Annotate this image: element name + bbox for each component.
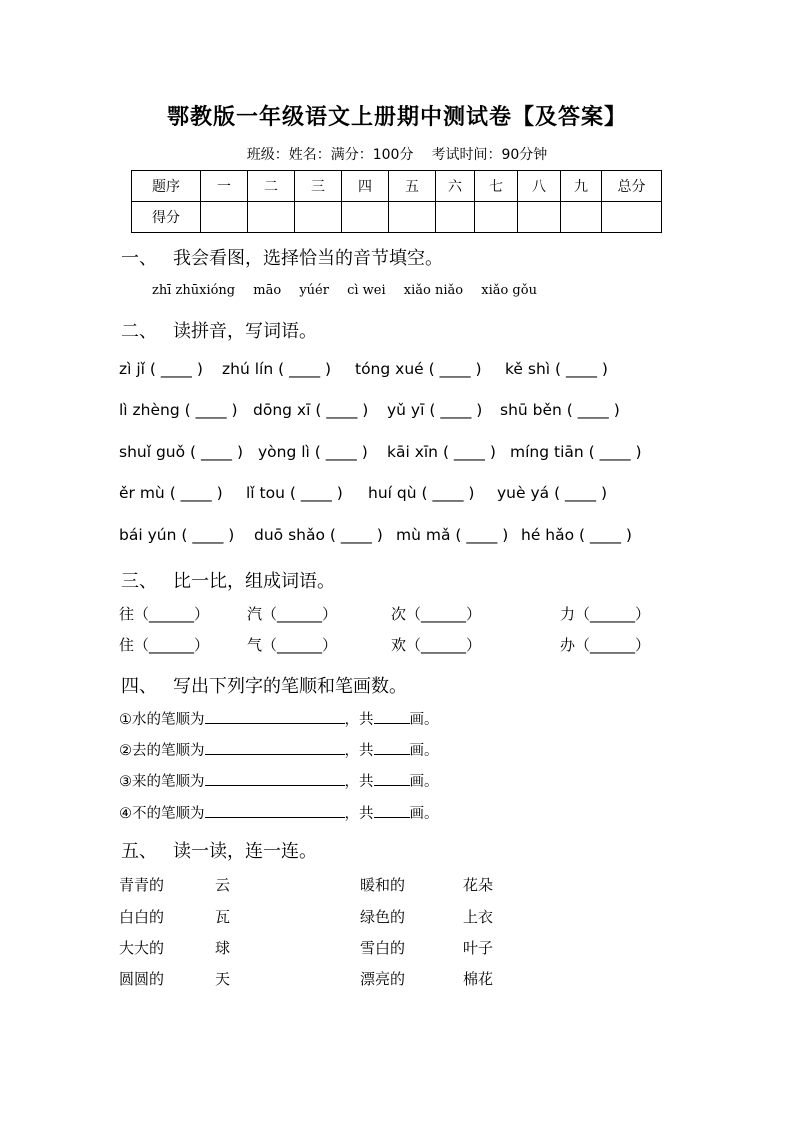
- section-5-heading: [121, 837, 317, 863]
- section-text: 读一读，连一连。: [173, 841, 317, 862]
- exam-info: [0, 144, 794, 164]
- answer-blank[interactable]: ( ____ ): [169, 484, 223, 502]
- compare-item: [247, 634, 337, 655]
- compare-char: 气: [247, 636, 263, 654]
- stroke-suffix: 画。: [409, 712, 439, 728]
- pinyin-item: [119, 443, 243, 461]
- answer-blank[interactable]: ( ____ ): [579, 526, 632, 544]
- answer-blank[interactable]: ( ____ ): [566, 401, 620, 419]
- compare-item: [391, 634, 481, 655]
- section-number: 四、: [121, 676, 157, 697]
- compare-char: 欢: [391, 636, 407, 654]
- section-number: 一、: [121, 248, 157, 269]
- pinyin-item: [500, 401, 620, 419]
- pinyin-item: [119, 401, 238, 419]
- stroke-mid: ，共: [344, 774, 374, 790]
- pinyin-item: [119, 360, 203, 378]
- score-cell: 六: [436, 171, 475, 202]
- compare-char: 往: [119, 605, 135, 623]
- pinyin-word: zhú lín: [222, 360, 274, 378]
- answer-blank[interactable]: （______）: [575, 605, 651, 623]
- stroke-item: [119, 802, 439, 823]
- match-word[interactable]: 天: [215, 970, 231, 988]
- stroke-prompt: ④不的笔顺为: [119, 806, 205, 822]
- pinyin-option: xiǎo gǒu: [481, 283, 537, 298]
- score-input-cell[interactable]: [389, 202, 436, 233]
- pinyin-item: [521, 526, 632, 544]
- answer-blank[interactable]: ( ____ ): [428, 360, 482, 378]
- answer-blank[interactable]: ( ____ ): [184, 401, 238, 419]
- score-input-cell[interactable]: [561, 202, 602, 233]
- score-input-cell[interactable]: [602, 202, 662, 233]
- answer-blank[interactable]: ( ____ ): [554, 484, 608, 502]
- stroke-count-blank[interactable]: [374, 771, 410, 786]
- score-cell: 四: [342, 171, 389, 202]
- stroke-mid: ，共: [344, 806, 374, 822]
- match-word[interactable]: 球: [215, 939, 231, 957]
- pinyin-word: yuè yá: [497, 484, 550, 502]
- match-word[interactable]: 暖和的: [360, 876, 406, 894]
- stroke-order-blank[interactable]: [205, 803, 345, 818]
- answer-blank[interactable]: ( ____ ): [421, 484, 475, 502]
- answer-blank[interactable]: ( ____ ): [278, 360, 332, 378]
- answer-blank[interactable]: （______）: [134, 605, 210, 623]
- section-3-heading: [121, 567, 335, 593]
- compare-item: [560, 603, 650, 624]
- score-cell: 一: [201, 171, 248, 202]
- match-word[interactable]: 云: [215, 876, 231, 894]
- answer-blank[interactable]: ( ____ ): [149, 360, 203, 378]
- stroke-order-blank[interactable]: [205, 709, 345, 724]
- match-word[interactable]: 圆圆的: [119, 970, 165, 988]
- compare-char: 住: [119, 636, 135, 654]
- answer-blank[interactable]: ( ____ ): [588, 443, 642, 461]
- match-word[interactable]: 棉花: [463, 970, 494, 988]
- stroke-suffix: 画。: [409, 806, 439, 822]
- stroke-item: [119, 739, 439, 760]
- stroke-mid: ，共: [344, 743, 374, 759]
- score-cell: 九: [561, 171, 602, 202]
- pinyin-word: lì zhèng: [119, 401, 180, 419]
- score-cell: 题序: [132, 171, 201, 202]
- stroke-item: [119, 708, 439, 729]
- score-cell: 五: [389, 171, 436, 202]
- answer-blank[interactable]: （______）: [134, 636, 210, 654]
- match-word[interactable]: 瓦: [215, 908, 231, 926]
- score-input-cell[interactable]: [475, 202, 518, 233]
- pinyin-word: yǔ yī: [387, 401, 425, 419]
- pinyin-word: kě shì: [505, 360, 551, 378]
- stroke-suffix: 画。: [409, 743, 439, 759]
- compare-char: 次: [391, 605, 407, 623]
- compare-char: 力: [560, 605, 576, 623]
- pinyin-item: [497, 484, 607, 502]
- stroke-prompt: ①水的笔顺为: [119, 712, 205, 728]
- score-cell: 三: [295, 171, 342, 202]
- stroke-count-blank[interactable]: [374, 803, 410, 818]
- score-input-cell[interactable]: [248, 202, 295, 233]
- pinyin-item: [387, 401, 482, 419]
- match-word[interactable]: 上衣: [463, 908, 494, 926]
- match-word[interactable]: 花朵: [463, 876, 494, 894]
- pinyin-item: [222, 360, 331, 378]
- answer-blank[interactable]: ( ____ ): [190, 443, 243, 461]
- pinyin-item: [253, 401, 368, 419]
- pinyin-item: [258, 443, 368, 461]
- pinyin-item: [368, 484, 474, 502]
- pinyin-option: yúér: [299, 283, 329, 298]
- compare-item: [391, 603, 481, 624]
- pinyin-item: [119, 526, 234, 544]
- pinyin-item: [396, 526, 508, 544]
- section-number: 二、: [121, 321, 157, 342]
- stroke-order-blank[interactable]: [205, 771, 345, 786]
- answer-blank[interactable]: ( ____ ): [315, 401, 369, 419]
- stroke-item: [119, 770, 439, 791]
- pinyin-word: mù mǎ: [396, 526, 451, 544]
- pinyin-word: zì jǐ: [119, 360, 145, 378]
- compare-char: 汽: [247, 605, 263, 623]
- stroke-prompt: ③来的笔顺为: [119, 774, 205, 790]
- compare-item: [247, 603, 337, 624]
- exam-time: 考试时间：90分钟: [431, 147, 548, 163]
- match-word[interactable]: 叶子: [463, 939, 494, 957]
- pinyin-option: cì wei: [347, 283, 386, 298]
- section-text: 我会看图，选择恰当的音节填空。: [173, 248, 443, 269]
- score-input-cell[interactable]: [201, 202, 248, 233]
- pinyin-word: ěr mù: [119, 484, 165, 502]
- answer-blank[interactable]: ( ____ ): [181, 526, 235, 544]
- pinyin-word: dōng xī: [253, 401, 311, 419]
- pinyin-item: [355, 360, 482, 378]
- answer-blank[interactable]: （______）: [575, 636, 651, 654]
- pinyin-option: zhī zhūxióng: [152, 283, 236, 298]
- pinyin-word: tóng xué: [355, 360, 424, 378]
- score-header-row: [132, 171, 662, 202]
- answer-blank[interactable]: （______）: [406, 636, 482, 654]
- compare-item: [119, 603, 209, 624]
- pinyin-options: [152, 283, 551, 298]
- section-1-heading: [121, 244, 443, 270]
- pinyin-item: [505, 360, 608, 378]
- stroke-prompt: ②去的笔顺为: [119, 743, 205, 759]
- pinyin-word: duō shǎo: [254, 526, 325, 544]
- stroke-order-blank[interactable]: [205, 740, 345, 755]
- pinyin-option: māo: [253, 283, 282, 298]
- pinyin-word: míng tiān: [510, 443, 584, 461]
- score-cell: 二: [248, 171, 295, 202]
- section-text: 写出下列字的笔顺和笔画数。: [173, 676, 407, 697]
- score-label: 得分: [132, 202, 201, 233]
- score-input-cell[interactable]: [342, 202, 389, 233]
- section-text: 比一比，组成词语。: [173, 571, 335, 592]
- answer-blank[interactable]: ( ____ ): [314, 443, 368, 461]
- section-text: 读拼音，写词语。: [173, 321, 317, 342]
- pinyin-word: bái yún: [119, 526, 177, 544]
- section-number: 三、: [121, 571, 157, 592]
- score-cell: 七: [475, 171, 518, 202]
- pinyin-item: [119, 484, 223, 502]
- answer-blank[interactable]: ( ____ ): [289, 484, 343, 502]
- section-4-heading: [121, 672, 407, 698]
- pinyin-word: hé hǎo: [521, 526, 575, 544]
- page-title: 鄂教版一年级语文上册期中测试卷【及答案】: [166, 104, 627, 130]
- section-number: 五、: [121, 841, 157, 862]
- match-word[interactable]: 绿色的: [360, 908, 406, 926]
- score-cell: 八: [518, 171, 561, 202]
- stroke-count-blank[interactable]: [374, 740, 410, 755]
- pinyin-item: [246, 484, 343, 502]
- score-value-row: [132, 202, 662, 233]
- answer-blank[interactable]: （______）: [406, 605, 482, 623]
- match-word[interactable]: 白白的: [119, 908, 165, 926]
- compare-item: [560, 634, 650, 655]
- section-2-heading: [121, 317, 317, 343]
- score-input-cell[interactable]: [295, 202, 342, 233]
- class-info: 班级：姓名：满分：100分: [246, 147, 414, 163]
- answer-blank[interactable]: （______）: [262, 636, 338, 654]
- pinyin-word: shū běn: [500, 401, 562, 419]
- pinyin-word: huí qù: [368, 484, 417, 502]
- answer-blank[interactable]: （______）: [262, 605, 338, 623]
- answer-blank[interactable]: ( ____ ): [442, 443, 496, 461]
- compare-item: [119, 634, 209, 655]
- answer-blank[interactable]: ( ____ ): [455, 526, 509, 544]
- stroke-suffix: 画。: [409, 774, 439, 790]
- pinyin-word: kāi xīn: [387, 443, 439, 461]
- pinyin-word: lǐ tou: [246, 484, 285, 502]
- pinyin-word: shuǐ guǒ: [119, 443, 186, 461]
- match-word[interactable]: 大大的: [119, 939, 165, 957]
- answer-blank[interactable]: ( ____ ): [329, 526, 383, 544]
- score-input-cell[interactable]: [436, 202, 475, 233]
- match-word[interactable]: 漂亮的: [360, 970, 406, 988]
- pinyin-item: [254, 526, 383, 544]
- pinyin-item: [387, 443, 496, 461]
- answer-blank[interactable]: ( ____ ): [555, 360, 608, 378]
- stroke-mid: ，共: [344, 712, 374, 728]
- pinyin-option: xiǎo niǎo: [403, 283, 464, 298]
- match-word[interactable]: 青青的: [119, 876, 165, 894]
- pinyin-word: yòng lì: [258, 443, 310, 461]
- stroke-count-blank[interactable]: [374, 709, 410, 724]
- score-input-cell[interactable]: [518, 202, 561, 233]
- compare-char: 办: [560, 636, 576, 654]
- score-table: [131, 170, 662, 233]
- match-word[interactable]: 雪白的: [360, 939, 406, 957]
- answer-blank[interactable]: ( ____ ): [429, 401, 483, 419]
- score-cell: 总分: [602, 171, 662, 202]
- pinyin-item: [510, 443, 642, 461]
